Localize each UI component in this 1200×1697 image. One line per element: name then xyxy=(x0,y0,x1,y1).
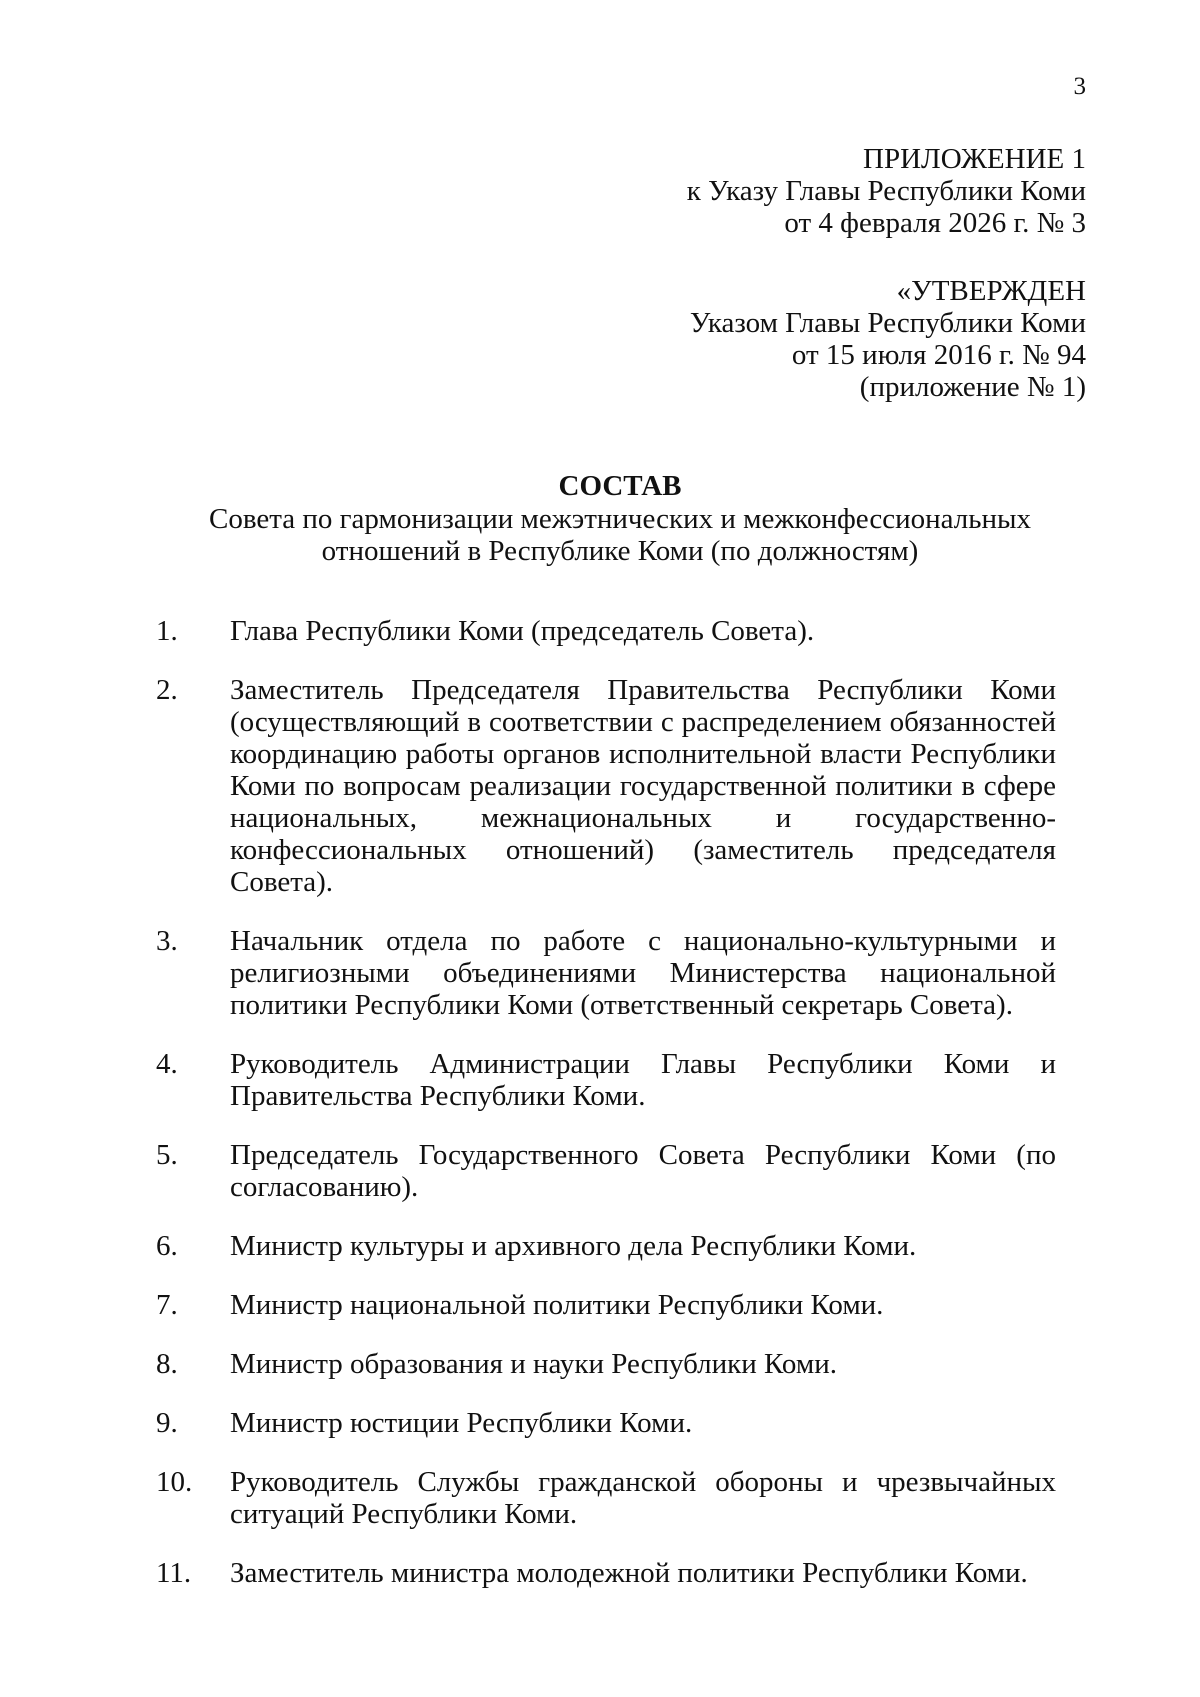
list-item xyxy=(156,1048,1056,1112)
list-item xyxy=(156,1348,1056,1380)
approval-reference: Указом Главы Республики Коми xyxy=(689,307,1086,339)
approval-date: от 15 июля 2016 г. № 94 xyxy=(791,339,1086,371)
list-item xyxy=(156,615,1056,647)
subtitle-line-1: Совета по гармонизации межэтнических и межконфессиональных xyxy=(209,503,1031,535)
list-item-text: Заместитель Председателя Правительства Республики Коми (осуществляющий в соответствии с распределением обязанностей координацию работы органов исполнительной власти Республики Коми по вопросам реализации государственной политики в сфере национальных, межнациональных и государственно-конфессиональных отношений) (заместитель председателя Совета). xyxy=(230,674,1056,898)
list-item xyxy=(156,1289,1056,1321)
appendix-block xyxy=(560,143,1086,239)
list-item-number: 9. xyxy=(156,1407,178,1439)
list-item xyxy=(156,1407,1056,1439)
list-item-text: Министр культуры и архивного дела Республики Коми. xyxy=(230,1230,917,1262)
list-item-number: 5. xyxy=(156,1139,178,1171)
list-item-number: 7. xyxy=(156,1289,178,1321)
document-subtitle xyxy=(0,503,1200,567)
list-item xyxy=(156,925,1056,1021)
list-item-number: 6. xyxy=(156,1230,178,1262)
list-item-text: Руководитель Службы гражданской обороны и чрезвычайных ситуаций Республики Коми. xyxy=(230,1466,1056,1530)
approval-title: «УТВЕРЖДЕН xyxy=(896,275,1086,307)
appendix-reference: к Указу Главы Республики Коми xyxy=(686,175,1086,207)
list-item-text: Министр образования и науки Республики Коми. xyxy=(230,1348,837,1380)
list-item-text: Руководитель Администрации Главы Республики Коми и Правительства Республики Коми. xyxy=(230,1048,1056,1112)
list-item xyxy=(156,674,1056,898)
appendix-title: ПРИЛОЖЕНИЕ 1 xyxy=(863,143,1086,175)
list-item-text: Заместитель министра молодежной политики Республики Коми. xyxy=(230,1557,1028,1589)
subtitle-line-2: отношений в Республике Коми (по должностям) xyxy=(321,535,919,567)
list-item-number: 4. xyxy=(156,1048,178,1080)
list-item-number: 3. xyxy=(156,925,178,957)
approval-block xyxy=(560,275,1086,403)
list-item-text: Министр юстиции Республики Коми. xyxy=(230,1407,693,1439)
member-list xyxy=(156,615,1056,1616)
list-item-number: 2. xyxy=(156,674,178,706)
list-item xyxy=(156,1466,1056,1530)
list-item-number: 8. xyxy=(156,1348,178,1380)
list-item-text: Глава Республики Коми (председатель Совета). xyxy=(230,615,815,647)
list-item-text: Министр национальной политики Республики Коми. xyxy=(230,1289,884,1321)
list-item-text: Начальник отдела по работе с национально-культурными и религиозными объединениями Министерства национальной политики Республики Коми (ответственный секретарь Совета). xyxy=(230,925,1056,1021)
document-title: СОСТАВ xyxy=(558,470,682,502)
list-item xyxy=(156,1230,1056,1262)
list-item xyxy=(156,1139,1056,1203)
page-number: 3 xyxy=(1073,73,1086,100)
list-item-number: 11. xyxy=(156,1557,192,1589)
list-item-text: Председатель Государственного Совета Республики Коми (по согласованию). xyxy=(230,1139,1056,1203)
appendix-date: от 4 февраля 2026 г. № 3 xyxy=(784,207,1086,239)
list-item xyxy=(156,1557,1056,1589)
approval-note: (приложение № 1) xyxy=(859,371,1086,403)
list-item-number: 1. xyxy=(156,615,178,647)
list-item-number: 10. xyxy=(156,1466,193,1498)
